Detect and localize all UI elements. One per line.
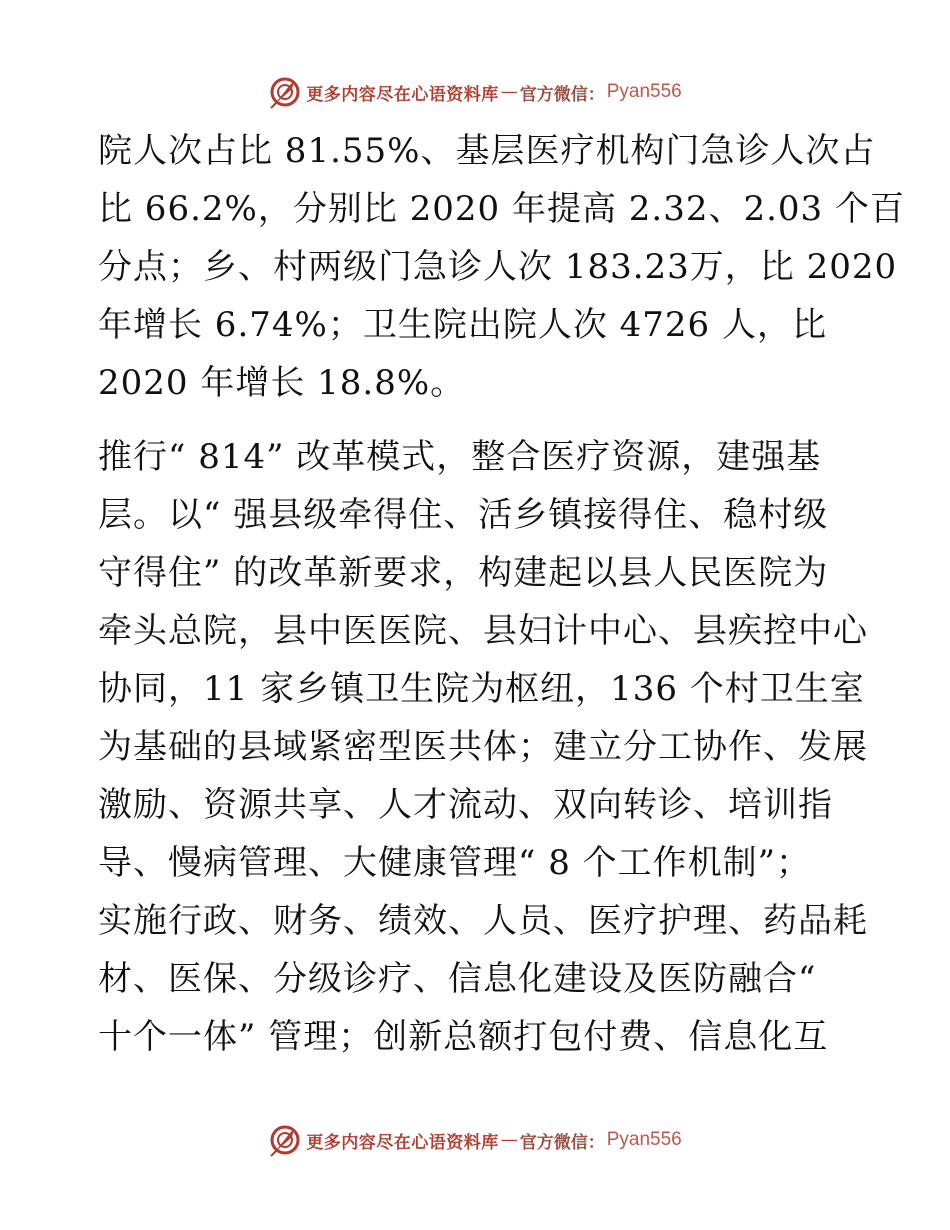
text-line: 材、医保、分级诊疗、信息化建设及医防融合“ bbox=[98, 959, 817, 999]
text-line: 2020 年增长 18.8%。 bbox=[98, 363, 466, 403]
paragraph-gap bbox=[98, 412, 868, 428]
text-line: 院人次占比 81.55%、基层医疗机构门急诊人次占 bbox=[98, 131, 876, 171]
text-line: 十个一体” 管理；创新总额打包付费、信息化互 bbox=[98, 1017, 829, 1057]
header-wechat-label: 官方微信： bbox=[519, 84, 605, 105]
paragraph-1 bbox=[98, 122, 905, 412]
header-brand-text: 更多内容尽在心语资料库 bbox=[306, 84, 499, 105]
text-line: 实施行政、财务、绩效、人员、医疗护理、药品耗 bbox=[98, 901, 868, 941]
text-line: 激励、资源共享、人才流动、双向转诊、培训指 bbox=[98, 785, 833, 825]
text-line: 层。以“ 强县级牵得住、活乡镇接得住、稳村级 bbox=[98, 495, 829, 535]
text-line: 推行“ 814” 改革模式，整合医疗资源，建强基 bbox=[98, 437, 822, 477]
text-line: 分点；乡、村两级门急诊人次 183.23万，比 2020 bbox=[98, 247, 898, 287]
text-line: 牵头总院，县中医医院、县妇计中心、县疾控中心 bbox=[98, 611, 868, 651]
text-line: 为基础的县域紧密型医共体；建立分工协作、发展 bbox=[98, 727, 868, 767]
header-watermark-banner bbox=[0, 72, 950, 112]
text-line: 守得住” 的改革新要求，构建起以县人民医院为 bbox=[98, 553, 829, 593]
text-line: 比 66.2%，分别比 2020 年提高 2.32、2.03 个百 bbox=[98, 189, 905, 229]
text-line: 年增长 6.74%；卫生院出院人次 4726 人，比 bbox=[98, 305, 827, 345]
paragraph-2 bbox=[98, 428, 868, 1066]
footer-separator: — bbox=[500, 1130, 518, 1150]
text-line: 协同，11 家乡镇卫生院为枢纽，136 个村卫生室 bbox=[98, 669, 865, 709]
quill-logo-icon bbox=[268, 75, 302, 109]
text-line: 导、慢病管理、大健康管理“ 8 个工作机制”； bbox=[98, 843, 812, 883]
footer-wechat-label: 官方微信： bbox=[519, 1132, 605, 1153]
footer-brand-text: 更多内容尽在心语资料库 bbox=[306, 1132, 499, 1153]
quill-logo-icon bbox=[268, 1123, 302, 1157]
footer-wechat-id: Pyan556 bbox=[606, 1129, 682, 1150]
header-wechat-id: Pyan556 bbox=[606, 81, 682, 102]
document-body bbox=[98, 122, 905, 1066]
footer-watermark-banner bbox=[0, 1120, 950, 1160]
header-separator: — bbox=[500, 82, 518, 102]
